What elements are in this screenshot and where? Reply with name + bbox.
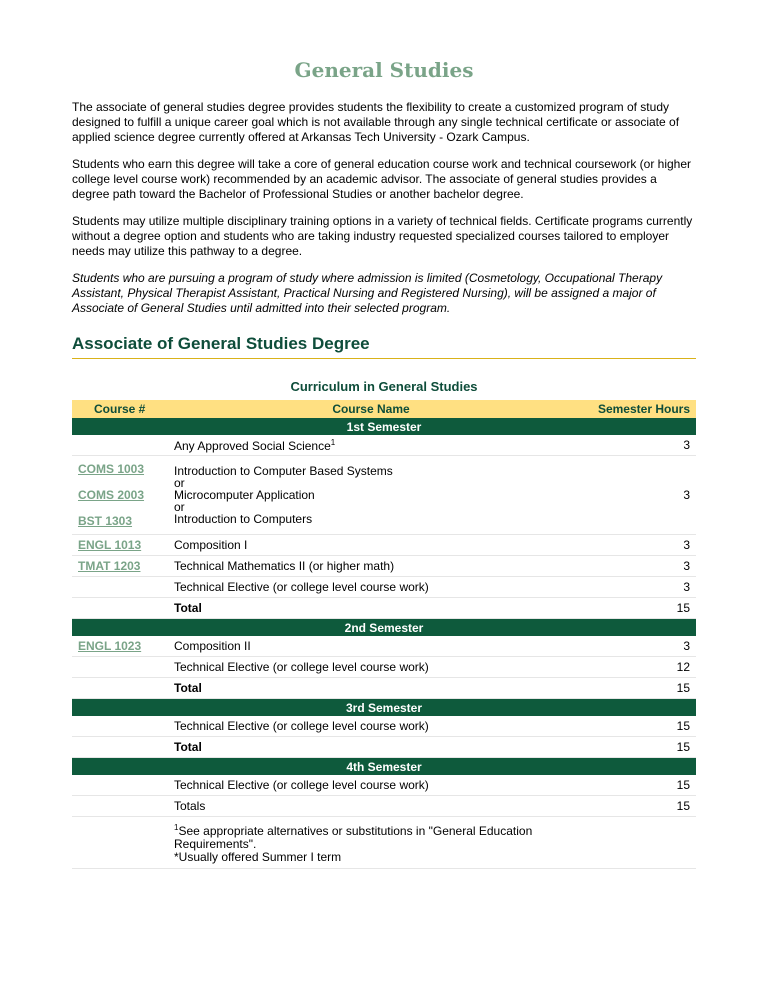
core-paragraph: Students who earn this degree will take a core of general education course work and technical coursework (or higher college level course work) recommended by an academic advisor. The associate of general studies provides a degree path toward the Bachelor of Professional Studies or another bachelor degree. xyxy=(72,157,692,201)
course-name: Technical Elective (or college level course work) xyxy=(168,716,574,737)
course-link-bst-1303[interactable]: BST 1303 xyxy=(78,514,133,528)
course-name: Introduction to Computer Based Systems or Microcomputer Application or Introduction to Computers xyxy=(168,456,574,535)
course-link-coms-1003[interactable]: COMS 1003 xyxy=(78,462,145,476)
course-name: Composition I xyxy=(168,535,574,556)
table-caption: Curriculum in General Studies xyxy=(290,379,478,394)
footnote-text: See appropriate alternatives or substitutions in "General Education Requirements". xyxy=(174,824,533,851)
total-label: Total xyxy=(168,737,574,758)
semester-label: 4th Semester xyxy=(72,758,696,776)
footnote-marker: 1 xyxy=(330,437,336,447)
course-hours: 12 xyxy=(574,657,696,678)
semester-label: 1st Semester xyxy=(72,418,696,435)
options-paragraph: Students may utilize multiple disciplinary training options in a variety of technical fields. Certificate programs currently without a degree option and students who are taking industry requested specialized courses tailored to employer needs may utilize this pathway to a degree. xyxy=(72,214,693,258)
course-name: Technical Elective (or college level course work) xyxy=(168,577,574,598)
page-title: General Studies xyxy=(294,58,474,82)
course-hours: 3 xyxy=(574,535,696,556)
table-row xyxy=(72,577,696,598)
header-name: Course Name xyxy=(168,400,574,418)
document-page xyxy=(72,0,696,869)
total-hours: 15 xyxy=(574,737,696,758)
header-course: Course # xyxy=(72,400,168,418)
semester-row xyxy=(72,699,696,717)
totals-hours: 15 xyxy=(574,796,696,817)
table-row xyxy=(72,435,696,456)
table-row xyxy=(72,535,696,556)
semester-label: 3rd Semester xyxy=(72,699,696,717)
course-hours: 15 xyxy=(574,716,696,737)
course-hours: 15 xyxy=(574,775,696,796)
header-hours: Semester Hours xyxy=(574,400,696,418)
totals-row xyxy=(72,796,696,817)
table-row xyxy=(72,636,696,657)
footnote-row xyxy=(72,817,696,869)
course-hours: 3 xyxy=(574,577,696,598)
total-row xyxy=(72,678,696,699)
total-row xyxy=(72,737,696,758)
limited-admission-paragraph: Students who are pursuing a program of study where admission is limited (Cosmetology, Occupational Therapy Assistant, Physical Therapist Assistant, Practical Nursing and Registered Nursing), will be assigned a major of Associate of General Studies until admitted into their selected program. xyxy=(72,271,663,315)
curriculum-table xyxy=(72,400,696,869)
course-hours: 3 xyxy=(574,456,696,535)
table-row xyxy=(72,716,696,737)
semester-row xyxy=(72,418,696,435)
total-label: Total xyxy=(168,678,574,699)
course-link-tmat-1203[interactable]: TMAT 1203 xyxy=(72,556,168,577)
section-heading: Associate of General Studies Degree xyxy=(72,334,696,359)
course-name: Composition II xyxy=(168,636,574,657)
course-name: Technical Elective (or college level course work) xyxy=(168,657,574,678)
course-name: Any Approved Social Science$^1$ xyxy=(168,435,574,456)
footnote xyxy=(168,817,574,869)
summer-note: *Usually offered Summer I term xyxy=(174,850,342,864)
semester-row xyxy=(72,619,696,637)
course-name: Technical Mathematics II (or higher math) xyxy=(168,556,574,577)
course-hours: 3 xyxy=(574,556,696,577)
course-code-group xyxy=(72,456,168,535)
total-label: Total xyxy=(168,598,574,619)
total-row xyxy=(72,598,696,619)
totals-label: Totals xyxy=(168,796,574,817)
course-hours: 3 xyxy=(574,636,696,657)
footnote-marker: 1 xyxy=(174,823,179,832)
total-hours: 15 xyxy=(574,598,696,619)
course-link-engl-1013[interactable]: ENGL 1013 xyxy=(72,535,168,556)
table-row xyxy=(72,456,696,535)
table-row xyxy=(72,556,696,577)
table-header-row xyxy=(72,400,696,418)
course-link-coms-2003[interactable]: COMS 2003 xyxy=(78,488,145,502)
total-hours: 15 xyxy=(574,678,696,699)
table-row xyxy=(72,775,696,796)
course-hours: 3 xyxy=(574,435,696,456)
course-link-engl-1023[interactable]: ENGL 1023 xyxy=(72,636,168,657)
semester-row xyxy=(72,758,696,776)
course-name: Technical Elective (or college level course work) xyxy=(168,775,574,796)
intro-paragraph: The associate of general studies degree provides students the flexibility to create a customized program of study designed to fulfill a unique career goal which is not available through any single technical certificate or associate of applied science degree currently offered at Arkansas Tech University - Ozark Campus. xyxy=(72,100,680,144)
semester-label: 2nd Semester xyxy=(72,619,696,637)
table-row xyxy=(72,657,696,678)
